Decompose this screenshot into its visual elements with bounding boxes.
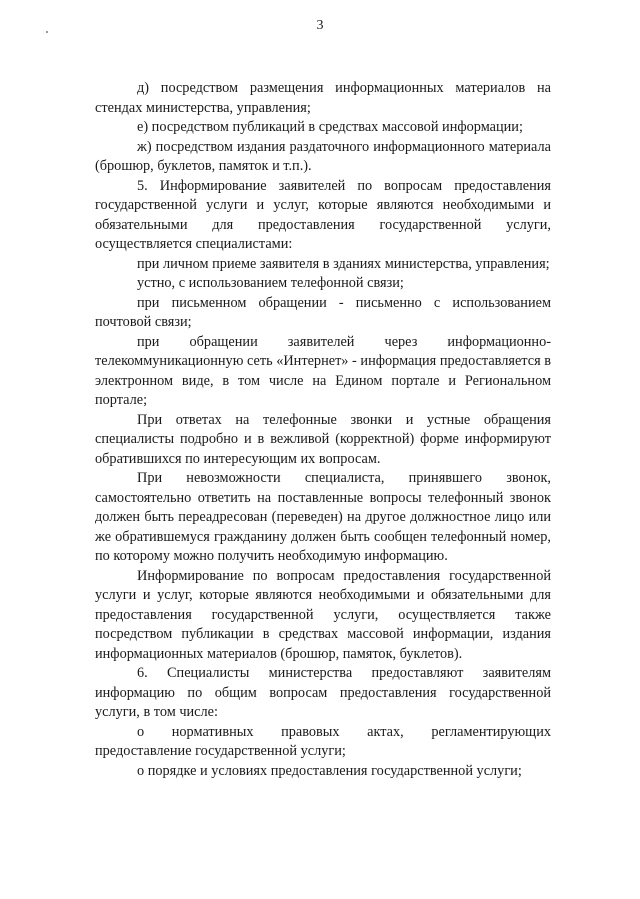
paragraph-phone: устно, с использованием телефонной связи; bbox=[137, 275, 404, 291]
paragraph-phone-answers: При ответах на телефонные звонки и устные обращения специалисты подробно и в вежливой (корректной) форме информируют обратившихся по интересующим их вопросам. bbox=[95, 411, 551, 467]
scan-artifact-dot bbox=[46, 31, 48, 33]
paragraph-internet: при обращении заявителей через информационно-телекоммуникационную сеть «Интернет» - информация предоставляется в электронном виде, в том числе на Едином портале и Региональном портале; bbox=[95, 333, 551, 408]
paragraph-section-5: 5. Информирование заявителей по вопросам предоставления государственной услуги и услуг, которые являются необходимыми и обязательными для предоставления государственной услуги, осуществляется специалистами: bbox=[95, 177, 551, 252]
paragraph-item-zh: ж) посредством издания раздаточного информационного материала (брошюр, буклетов, памяток и т.п.). bbox=[95, 138, 551, 174]
paragraph-item-e: е) посредством публикаций в средствах массовой информации; bbox=[137, 119, 523, 135]
paragraph-personal-visit: при личном приеме заявителя в зданиях министерства, управления; bbox=[137, 255, 550, 272]
paragraph-procedure: о порядке и условиях предоставления государственной услуги; bbox=[137, 762, 522, 779]
paragraph-section-6: 6. Специалисты министерства предоставляют заявителям информацию по общим вопросам предоставления государственной услуги, в том числе: bbox=[95, 665, 551, 720]
paragraph-written: при письменном обращении - письменно с использованием почтовой связи; bbox=[95, 294, 551, 330]
paragraph-media: Информирование по вопросам предоставления государственной услуги и услуг, которые являются необходимыми и обязательными для предоставления государственной услуги, осуществляется также посредством публикации в средствах массовой информации, издания информационных материалов (брошюр, памяток, буклетов). bbox=[95, 567, 551, 662]
document-body bbox=[95, 79, 551, 781]
paragraph-redirect: При невозможности специалиста, принявшего звонок, самостоятельно ответить на поставленные вопросы телефонный звонок должен быть переадресован (переведен) на другое должностное лицо или же обратившемуся гражданину должен быть сообщен телефонный номер, по которому можно получить необходимую информацию. bbox=[95, 470, 551, 564]
page-number: 3 bbox=[316, 18, 324, 33]
paragraph-normative-acts: о нормативных правовых актах, регламентирующих предоставление государственной услуги; bbox=[95, 723, 551, 759]
paragraph-item-d: д) посредством размещения информационных материалов на стендах министерства, управления; bbox=[95, 80, 551, 116]
